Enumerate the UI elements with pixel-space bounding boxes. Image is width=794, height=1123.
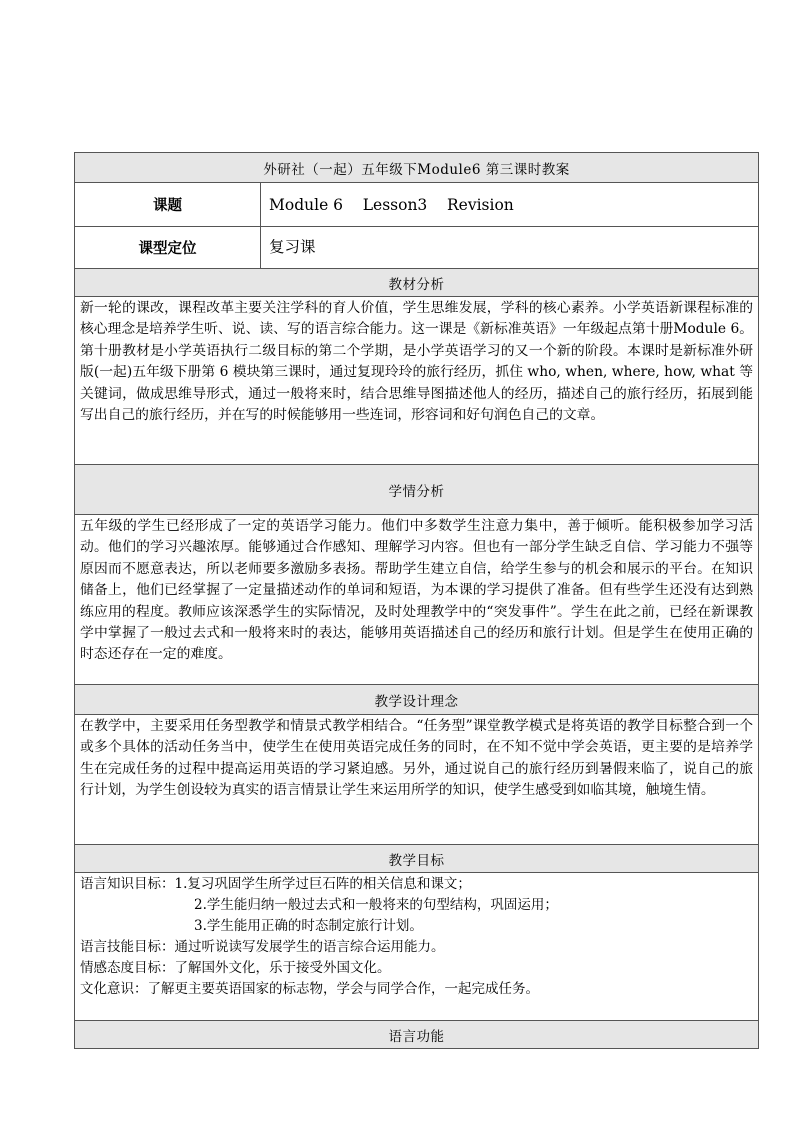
topic-label: 课题 bbox=[75, 183, 261, 227]
objective-line: 语言技能目标：通过听说读写发展学生的语言综合运用能力。 bbox=[80, 939, 445, 955]
student-analysis-text: 五年级的学生已经形成了一定的英语学习能力。他们中多数学生注意力集中，善于倾听。能积极参加学习活动。他们的学习兴趣浓厚。能够通过合作感知、理解学习内容。但也有一部分学生缺乏自信、学习能力不强等原因而不愿意表达，所以老师要多激励多表扬。帮助学生建立自信，给学生参与的机会和展示的平台。在知识储备上，他们已经掌握了一定量描述动作的单词和短语，为本课的学习提供了准备。但有些学生还没有达到熟练应用的程度。教师应该深悉学生的实际情况，及时处理教学中的“突发事件”。学生在此之前，已经在新课教学中掌握了一般过去式和一般将来时的表达，能够用英语描述自己的经历和旅行计划。但是学生在使用正确的时态还存在一定的难度。 bbox=[80, 518, 754, 663]
objective-line: 文化意识：了解更主要英语国家的标志物，学会与同学合作，一起完成任务。 bbox=[80, 981, 539, 997]
lesson-plan-table bbox=[74, 152, 759, 1049]
design-concept-heading: 教学设计理念 bbox=[75, 685, 759, 715]
design-concept-content bbox=[75, 715, 759, 845]
objectives-content bbox=[75, 873, 759, 1021]
topic-row bbox=[75, 183, 759, 227]
language-function-heading: 语言功能 bbox=[75, 1021, 759, 1049]
objective-line: 语言知识目标：1.复习巩固学生所学过巨石阵的相关信息和课文； bbox=[80, 876, 471, 892]
student-analysis-heading: 学情分析 bbox=[75, 465, 759, 515]
lesson-type-label: 课型定位 bbox=[75, 227, 261, 269]
objective-line: 情感态度目标：了解国外文化，乐于接受外国文化。 bbox=[80, 960, 391, 976]
student-analysis-content bbox=[75, 515, 759, 685]
topic-value: Module 6 Lesson3 Revision bbox=[261, 183, 759, 227]
design-concept-text: 在教学中，主要采用任务型教学和情景式教学相结合。“任务型”课堂教学模式是将英语的教学目标整合到一个或多个具体的活动任务当中，使学生在使用英语完成任务的同时，在不知不觉中学会英语，更主要的是培养学生在完成任务的过程中提高运用英语的学习紧迫感。另外，通过说自己的旅行经历到暑假来临了，说自己的旅行计划，为学生创设较为真实的语言情景让学生来运用所学的知识，使学生感受到如临其境，触境生情。 bbox=[80, 718, 754, 799]
textbook-analysis-text: 新一轮的课改，课程改革主要关注学科的育人价值，学生思维发展，学科的核心素养。小学英语新课程标准的核心理念是培养学生听、说、读、写的语言综合能力。这一课是《新标准英语》一年级起点第十册Module 6。第十册教材是小学英语执行二级目标的第二个学期，是小学英语学习的又一个新的阶段。本课时是新标准外研版(一起)五年级下册第 6 模块第三课时，通过复现玲玲的旅行经历，抓住 who, when, where, how, what 等关键词，做成思维导形式，通过一般将来时，结合思维导图描述他人的经历，描述自己的旅行经历，拓展到能写出自己的旅行经历，并在写的时候能够用一些连词，形容词和好句润色自己的文章。 bbox=[80, 300, 754, 424]
lesson-type-value: 复习课 bbox=[261, 227, 759, 269]
objectives-heading: 教学目标 bbox=[75, 845, 759, 873]
lesson-type-row bbox=[75, 227, 759, 269]
textbook-analysis-content bbox=[75, 297, 759, 465]
textbook-analysis-heading: 教材分析 bbox=[75, 269, 759, 297]
document-title: 外研社（一起）五年级下Module6 第三课时教案 bbox=[75, 153, 759, 183]
objective-line: 2.学生能归纳一般过去式和一般将来的句型结构，巩固运用； bbox=[194, 897, 558, 913]
objective-line: 3.学生能用正确的时态制定旅行计划。 bbox=[194, 918, 423, 934]
